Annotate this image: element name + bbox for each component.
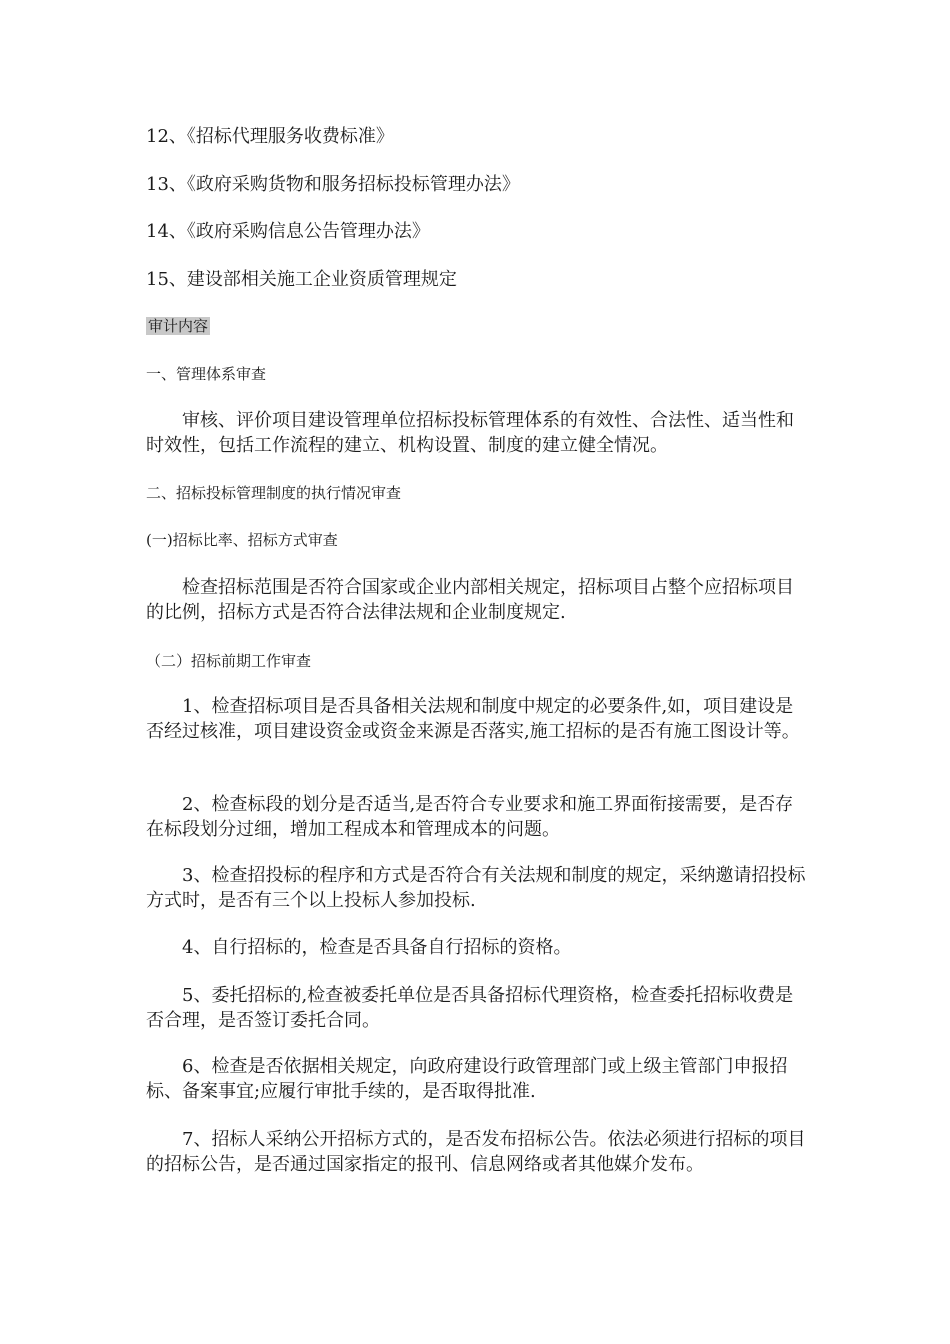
reference-item-14: 14、《政府采购信息公告管理办法》 [146, 221, 430, 242]
reference-item-12: 12、《招标代理服务收费标准》 [146, 126, 394, 147]
subsection-2-heading: （二）招标前期工作审查 [146, 652, 312, 670]
reference-item-13: 13、《政府采购货物和服务招标投标管理办法》 [146, 174, 520, 195]
section-1-body: 审核、评价项目建设管理单位招标投标管理体系的有效性、合法性、适当性和时效性，包括工作流程的建立、机构设置、制度的建立健全情况。 [146, 410, 794, 456]
check-item-7: 7、招标人采纳公开招标方式的，是否发布招标公告。依法必须进行招标的项目的招标公告，是否通过国家指定的报刊、信息网络或者其他媒介发布。 [146, 1129, 806, 1175]
check-item-6: 6、检查是否依据相关规定，向政府建设行政管理部门或上级主管部门申报招标、备案事宜;应履行审批手续的，是否取得批准. [146, 1056, 788, 1102]
subsection-1-heading: (一)招标比率、招标方式审查 [146, 531, 338, 549]
check-item-3: 3、检查招投标的程序和方式是否符合有关法规和制度的规定，采纳邀请招投标方式时，是否有三个以上投标人参加投标. [146, 865, 806, 911]
check-item-4: 4、自行招标的，检查是否具备自行招标的资格。 [182, 937, 572, 958]
section-1-heading: 一、管理体系审查 [146, 365, 267, 383]
section-2-heading: 二、招标投标管理制度的执行情况审查 [146, 484, 402, 502]
section-title-text: 审计内容 [148, 317, 209, 335]
check-item-2: 2、检查标段的划分是否适当,是否符合专业要求和施工界面衔接需要，是否存在标段划分过细，增加工程成本和管理成本的问题。 [146, 794, 794, 840]
check-item-5: 5、委托招标的,检查被委托单位是否具备招标代理资格，检查委托招标收费是否合理，是否签订委托合同。 [146, 985, 794, 1031]
reference-item-15: 15、建设部相关施工企业资质管理规定 [146, 269, 457, 290]
section-title [146, 315, 810, 337]
check-item-1: 1、检查招标项目是否具备相关法规和制度中规定的必要条件,如，项目建设是否经过核准，项目建设资金或资金来源是否落实,施工招标的是否有施工图设计等。 [146, 696, 800, 742]
subsection-1-body: 检查招标范围是否符合国家或企业内部相关规定，招标项目占整个应招标项目的比例，招标方式是否符合法律法规和企业制度规定. [146, 577, 794, 623]
